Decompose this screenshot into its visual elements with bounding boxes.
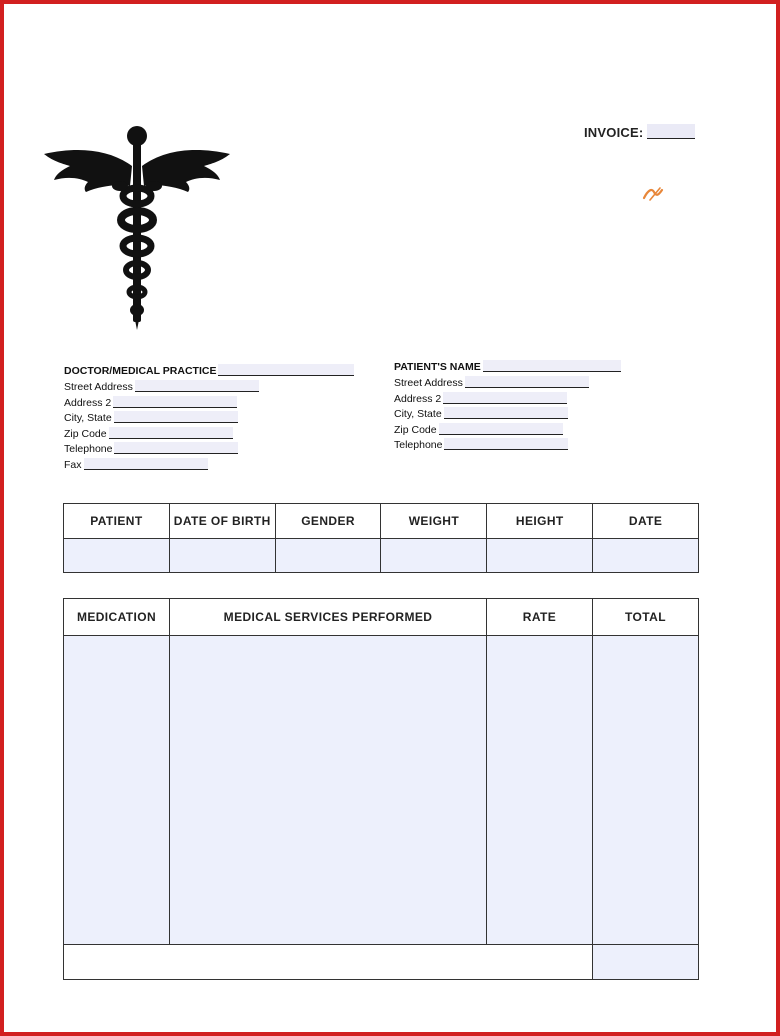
doctor-fax-field[interactable] (84, 458, 208, 470)
patient-street-label: Street Address (394, 377, 463, 389)
doctor-info (64, 362, 354, 474)
doctor-name-field[interactable] (218, 364, 354, 376)
signature-mark-icon (640, 184, 670, 204)
col-patient: PATIENT (64, 504, 170, 539)
patient-street-field[interactable] (465, 376, 589, 388)
height-cell[interactable] (487, 539, 593, 573)
doctor-street-field[interactable] (135, 380, 259, 392)
patient-telephone-label: Telephone (394, 439, 443, 452)
services-footer-row (64, 945, 699, 980)
patient-cell[interactable] (64, 539, 170, 573)
doctor-street-label: Street Address (64, 381, 133, 393)
caduceus-icon (40, 124, 234, 330)
doctor-address2-field[interactable] (113, 396, 237, 408)
invoice-number (584, 124, 695, 140)
medical-services-cell[interactable] (170, 636, 487, 945)
invoice-number-field[interactable] (647, 124, 695, 139)
col-gender: GENDER (275, 504, 381, 539)
doctor-fax-label: Fax (64, 458, 82, 471)
col-weight: WEIGHT (381, 504, 487, 539)
patient-city-field[interactable] (444, 407, 568, 419)
date-cell[interactable] (593, 539, 699, 573)
patient-name-field[interactable] (483, 360, 621, 372)
patient-heading: PATIENT'S NAME (394, 361, 481, 373)
patient-address2-label: Address 2 (394, 392, 442, 405)
col-rate: RATE (487, 599, 593, 636)
doctor-zip-field[interactable] (109, 427, 233, 439)
services-table (63, 598, 699, 980)
footer-blank-cell (64, 945, 593, 980)
table-row (64, 539, 699, 573)
rate-cell[interactable] (487, 636, 593, 945)
weight-cell[interactable] (381, 539, 487, 573)
doctor-city-field[interactable] (114, 411, 238, 423)
services-table-header (64, 599, 699, 636)
invoice-label: INVOICE: (584, 125, 644, 140)
patient-table-header (64, 504, 699, 539)
doctor-address2-label: Address 2 (64, 396, 112, 409)
doctor-heading: DOCTOR/MEDICAL PRACTICE (64, 365, 217, 377)
patient-zip-label: Zip Code (394, 423, 437, 436)
doctor-zip-label: Zip Code (64, 427, 107, 440)
grand-total-cell[interactable] (593, 945, 699, 980)
patient-address2-field[interactable] (443, 392, 567, 404)
doctor-telephone-field[interactable] (114, 442, 238, 454)
date-of-birth-cell[interactable] (169, 539, 275, 573)
table-row (64, 636, 699, 945)
patient-zip-field[interactable] (439, 423, 563, 435)
total-cell[interactable] (593, 636, 699, 945)
col-date-of-birth: DATE OF BIRTH (169, 504, 275, 539)
gender-cell[interactable] (275, 539, 381, 573)
patient-table (63, 503, 699, 573)
col-date: DATE (593, 504, 699, 539)
doctor-city-label: City, State (64, 412, 112, 425)
col-medication: MEDICATION (64, 599, 170, 636)
col-medical-services: MEDICAL SERVICES PERFORMED (170, 599, 487, 636)
medication-cell[interactable] (64, 636, 170, 945)
col-height: HEIGHT (487, 504, 593, 539)
patient-city-label: City, State (394, 408, 442, 421)
patient-info (394, 358, 621, 454)
doctor-telephone-label: Telephone (64, 443, 113, 456)
col-total: TOTAL (593, 599, 699, 636)
patient-telephone-field[interactable] (444, 438, 568, 450)
